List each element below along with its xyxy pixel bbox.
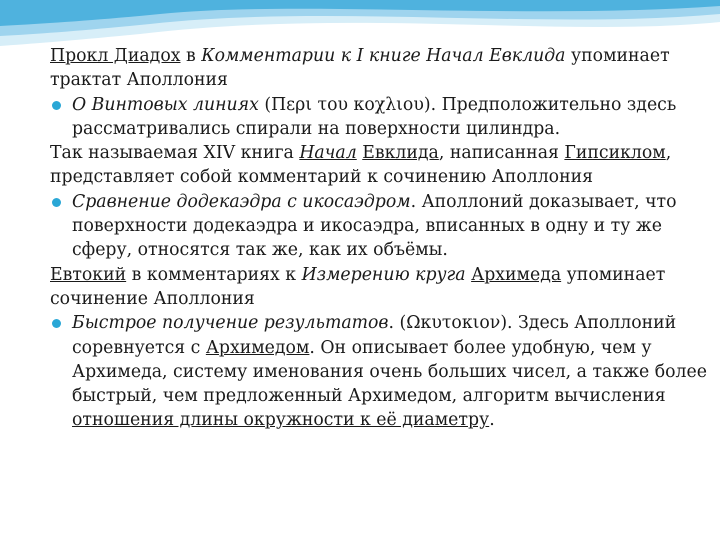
text-run: , написанная — [438, 143, 565, 164]
text-run: Сравнение додекаэдра с икосаэдром — [72, 191, 411, 212]
text-run: . Он описывает более удобную, чем у Архимеда, систему именования очень больших чисел, а также более быстрый, чем предложенный Архимедом, алгоритм вычисления — [72, 337, 707, 407]
text-run: , представляет собой комментарий к сочинению Аполлония — [50, 143, 672, 188]
text-run: . — [489, 410, 495, 431]
link-text[interactable]: Гипсиклом — [564, 143, 666, 164]
text-run: Так называемая XIV книга — [50, 143, 300, 164]
link-text[interactable]: Архимеда — [471, 264, 562, 285]
text-run: в — [180, 46, 202, 66]
link-text[interactable]: отношения длины окружности к её диаметру — [72, 410, 490, 431]
paragraph — [50, 141, 718, 190]
text-run: упоминает сочинение Аполлония — [50, 264, 666, 309]
text-run: (Περι του κοχλιου). Предположительно здесь рассматривались спирали на поверхности цилиндра. — [72, 94, 677, 139]
link-text[interactable]: Архимедом — [205, 337, 310, 358]
bullet-item — [50, 311, 718, 432]
text-run: . Аполлоний доказывает, что поверхности додекаэдра и икосаэдра, вписанных в одну и ту же сферу, относятся так же, как их объёмы. — [72, 191, 677, 261]
bullet-item — [50, 93, 718, 142]
bullet-item — [50, 190, 718, 263]
text-run: Быстрое получение результатов — [72, 313, 389, 334]
text-run: О Винтовых линиях — [72, 94, 259, 115]
bullet-dot-icon — [52, 319, 61, 328]
text-run: упоминает трактат Аполлония — [50, 46, 670, 91]
text-run: Комментарии к I книге Начал Евклида — [201, 46, 566, 66]
link-text[interactable]: Евтокий — [50, 264, 127, 285]
link-text[interactable]: Евклида — [362, 143, 439, 164]
paragraph — [50, 263, 718, 312]
bullet-dot-icon — [52, 198, 61, 207]
link-text[interactable]: Прокл Диадох — [50, 46, 181, 66]
text-run: в комментариях к — [126, 264, 302, 285]
text-run: . (Ωκυτοκιον). Здесь Аполлоний соревнуется с — [72, 313, 677, 358]
slide-body — [50, 44, 718, 433]
bullet-dot-icon — [52, 101, 61, 110]
link-text[interactable]: Начал — [299, 143, 357, 164]
paragraph — [50, 44, 718, 93]
text-run: Измерению круга — [301, 264, 466, 285]
